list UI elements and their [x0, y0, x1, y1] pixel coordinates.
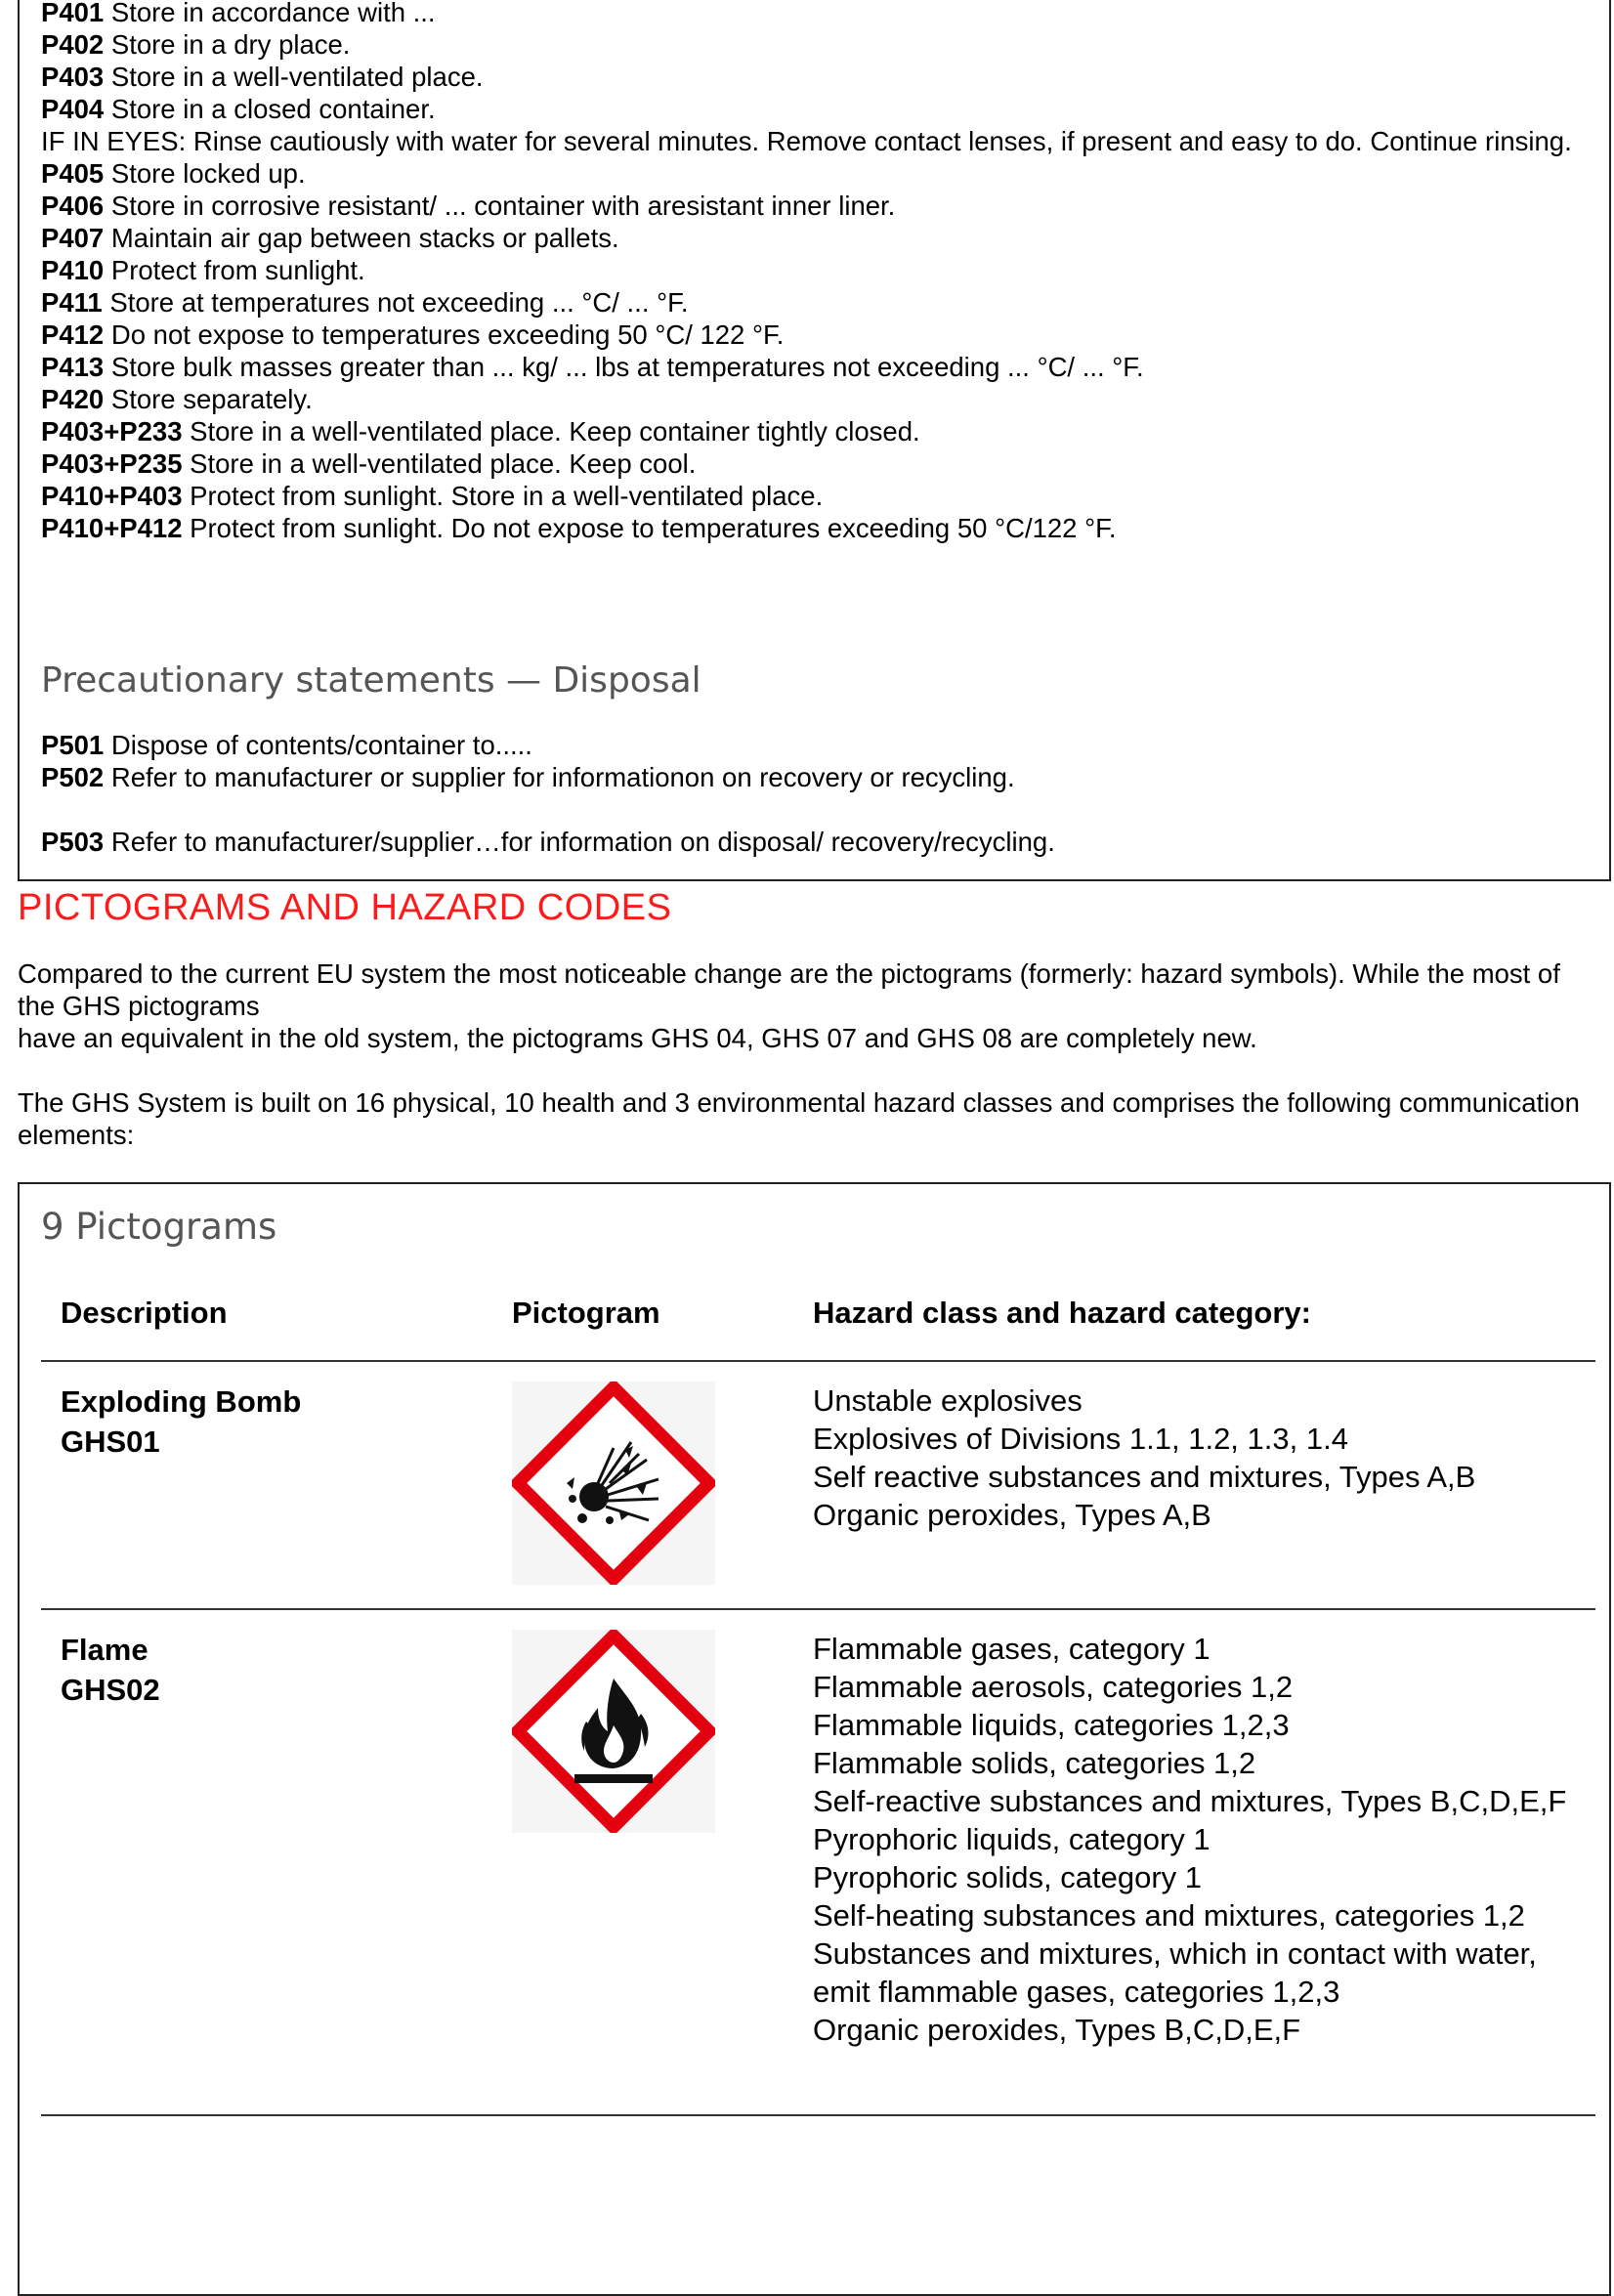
statement-code: P410+P412 — [41, 513, 183, 543]
statement-text: Store locked up. — [110, 158, 306, 189]
statement-code: P410+P403 — [41, 481, 183, 511]
hazard-item: Flammable aerosols, categories 1,2 — [813, 1670, 1294, 1704]
statement-text: Protect from sunlight. Store in a well-ventilated place. — [190, 481, 824, 511]
hazard-item: Flammable liquids, categories 1,2,3 — [813, 1708, 1290, 1742]
statement-row — [41, 254, 1604, 286]
statement-row — [41, 729, 1604, 761]
statement-text: Maintain air gap between stacks or pallets. — [110, 223, 619, 253]
statement-code: P411 — [41, 287, 103, 318]
statement-code: P402 — [41, 29, 105, 60]
exploding-bomb-icon — [512, 1382, 715, 1585]
statement-text: Store in a well-ventilated place. Keep cool. — [190, 448, 697, 479]
statement-row — [41, 351, 1604, 383]
statement-row — [41, 826, 1604, 858]
column-header-hazard: Hazard class and hazard category: — [813, 1296, 1311, 1330]
statement-text: Store in a closed container. — [110, 94, 436, 124]
statement-text: Store separately. — [110, 384, 313, 414]
statement-text: Store in corrosive resistant/ ... container with aresistant inner liner. — [110, 191, 896, 221]
disposal-section-title: Precautionary statements — Disposal — [41, 660, 701, 701]
hazard-item: Explosives of Divisions 1.1, 1.2, 1.3, 1.4 — [813, 1422, 1348, 1456]
hazard-item: Flammable solids, categories 1,2 — [813, 1746, 1256, 1780]
column-header-pictogram: Pictogram — [512, 1296, 660, 1330]
statement-code: P501 — [41, 730, 105, 760]
statement-row — [41, 480, 1604, 512]
statement-row — [41, 286, 1604, 319]
hazard-item: Flammable gases, category 1 — [813, 1632, 1210, 1666]
hazard-item: Organic peroxides, Types B,C,D,E,F — [813, 2013, 1301, 2047]
statement-code: P404 — [41, 94, 105, 124]
hazard-list — [813, 1630, 1585, 2049]
statement-code: P406 — [41, 191, 105, 221]
statement-row — [41, 190, 1604, 222]
statement-text: Store at temperatures not exceeding ... °C/ ... °F. — [109, 287, 689, 318]
section-heading: PICTOGRAMS AND HAZARD CODES — [18, 887, 672, 928]
storage-statements-list — [41, 0, 1604, 544]
disposal-statements-list — [41, 729, 1604, 858]
statement-text: Protect from sunlight. Do not expose to temperatures exceeding 50 °C/122 °F. — [190, 513, 1117, 543]
statement-row — [41, 383, 1604, 415]
pictogram-description — [61, 1382, 301, 1462]
hazard-item: Organic peroxides, Types A,B — [813, 1498, 1211, 1532]
statement-code: P413 — [41, 352, 105, 382]
statement-text: Store in a well-ventilated place. Keep container tightly closed. — [190, 416, 920, 446]
pictogram-description — [61, 1630, 160, 1710]
statement-code: P420 — [41, 384, 105, 414]
pictogram-code: GHS01 — [61, 1424, 160, 1459]
pictogram-code: GHS02 — [61, 1673, 160, 1707]
pictogram-name: Flame — [61, 1633, 149, 1667]
statement-code: P403 — [41, 62, 105, 92]
statement-text: Store in accordance with ... — [110, 0, 436, 27]
row-divider — [41, 1608, 1595, 1610]
statement-text: Refer to manufacturer/supplier…for information on disposal/ recovery/recycling. — [110, 827, 1055, 857]
statement-row — [41, 28, 1604, 61]
statement-code: P403+P235 — [41, 448, 183, 479]
pictograms-box — [18, 1182, 1611, 2296]
statement-row — [41, 447, 1604, 480]
statement-text: IF IN EYES: Rinse cautiously with water for several minutes. Remove contact lenses, if present and easy to do. Continue rinsing. — [41, 126, 1572, 156]
storage-disposal-box — [18, 0, 1611, 881]
statement-code: P410 — [41, 255, 105, 285]
statement-row — [41, 512, 1604, 544]
statement-code: P407 — [41, 223, 105, 253]
statement-row — [41, 319, 1604, 351]
row-divider — [41, 2114, 1595, 2116]
statement-text: Do not expose to temperatures exceeding 50 °C/ 122 °F. — [110, 319, 785, 350]
statement-code: P502 — [41, 762, 105, 792]
hazard-item: Pyrophoric liquids, category 1 — [813, 1822, 1210, 1856]
flame-icon — [512, 1630, 715, 1833]
statement-row — [41, 61, 1604, 93]
statement-text: Refer to manufacturer or supplier for informationon on recovery or recycling. — [110, 762, 1015, 792]
statement-code: P401 — [41, 0, 105, 27]
hazard-list — [813, 1382, 1585, 1534]
statement-row — [41, 222, 1604, 254]
hazard-item: Substances and mixtures, which in contact with water, emit flammable gases, categories 1,2,3 — [813, 1936, 1537, 2009]
statement-text: Store in a dry place. — [110, 29, 351, 60]
statement-row — [41, 415, 1604, 447]
statement-text: Store bulk masses greater than ... kg/ ... lbs at temperatures not exceeding ... °C/ ... °F. — [110, 352, 1144, 382]
statement-row — [41, 761, 1604, 793]
statement-row — [41, 157, 1604, 190]
statement-text: Protect from sunlight. — [110, 255, 365, 285]
hazard-item: Self-reactive substances and mixtures, Types B,C,D,E,F — [813, 1784, 1567, 1818]
statement-row — [41, 0, 1604, 28]
intro-paragraph: have an equivalent in the old system, the pictograms GHS 04, GHS 07 and GHS 08 are completely new. — [18, 1023, 1257, 1053]
intro-paragraph: Compared to the current EU system the most noticeable change are the pictograms (formerly: hazard symbols). While the most of the GHS pictograms — [18, 958, 1560, 1021]
statement-row — [41, 125, 1604, 157]
hazard-item: Self reactive substances and mixtures, Types A,B — [813, 1460, 1476, 1494]
statement-code: P412 — [41, 319, 105, 350]
hazard-item: Unstable explosives — [813, 1383, 1083, 1418]
statement-code: P403+P233 — [41, 416, 183, 446]
header-divider — [41, 1360, 1595, 1362]
column-header-description: Description — [61, 1296, 228, 1330]
statement-code: P503 — [41, 827, 105, 857]
statement-code: P405 — [41, 158, 105, 189]
intro-paragraph: The GHS System is built on 16 physical, 10 health and 3 environmental hazard classes and comprises the following communication elements: — [18, 1087, 1580, 1150]
statement-text: Store in a well-ventilated place. — [110, 62, 484, 92]
hazard-item: Self-heating substances and mixtures, categories 1,2 — [813, 1898, 1525, 1933]
statement-row — [41, 93, 1604, 125]
statement-text: Dispose of contents/container to..... — [110, 730, 532, 760]
intro-text — [18, 957, 1581, 1151]
pictograms-title: 9 Pictograms — [41, 1206, 277, 1248]
hazard-item: Pyrophoric solids, category 1 — [813, 1860, 1203, 1894]
pictogram-name: Exploding Bomb — [61, 1384, 302, 1419]
